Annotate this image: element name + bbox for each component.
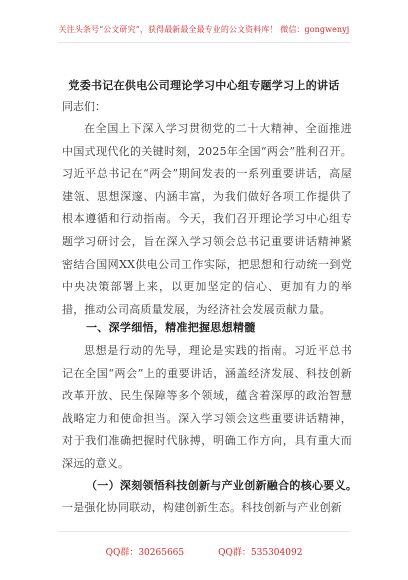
header-promo-note: 关注头条号“公文研究”，获得最新最全最专业的公文资料库！ 微信：gongwenyj bbox=[58, 25, 350, 34]
paragraph-subsection-1: 一是强化协同联动，构建创新生态。科技创新与产业创新 bbox=[62, 501, 342, 514]
paragraph-section-1: 思想是行动的先导，理论是实践的指南。习近平总书记在全国“两会”上的重要讲话，涵盖经济发展、科技创新改革开放、民生保障等多个领域，蕴含着深厚的政治智慧战略定力和使命担当。深入学习领会这些重要讲话精神，对于我们准确把握时代脉搏，明确工作方向，具有重大而深远的意义。 bbox=[62, 344, 352, 470]
greeting-text: 同志们： bbox=[62, 100, 106, 113]
footer-divider bbox=[58, 531, 350, 532]
paragraph-intro: 在全国上下深入学习贯彻党的二十大精神、全面推进中国式现代化的关键时刻，2025年全国“两会”胜利召开。习近平总书记在“两会”期间发表的一系列重要讲话，高屋建瓴、思想深邃、内涵丰富，为我们做好各项工作提供了根本遵循和行动指南。今天，我们召开理论学习中心组专题学习研讨会，旨在深入学习领会总书记重要讲话精神紧密结合国网XX供电公司工作实际，把思想和行动统一到党中央决策部署上来，以更加坚定的信心、更加有力的举措，推动公司高质量发展，为经济社会发展贡献力量。 bbox=[62, 122, 352, 316]
footer-contact bbox=[0, 545, 408, 558]
header-divider bbox=[58, 42, 350, 43]
document-title: 党委书记在供电公司理论学习中心组专题学习上的讲话 bbox=[68, 79, 340, 92]
footer-qq-group-1: QQ群：30265665 bbox=[105, 548, 185, 558]
subsection-heading-1: （一）深刻领悟科技创新与产业创新融合的核心要义。 bbox=[86, 479, 358, 492]
footer-qq-group-2: QQ群：535304092 bbox=[218, 548, 303, 558]
section-heading-1: 一、深学细悟，精准把握思想精髓 bbox=[86, 321, 256, 334]
